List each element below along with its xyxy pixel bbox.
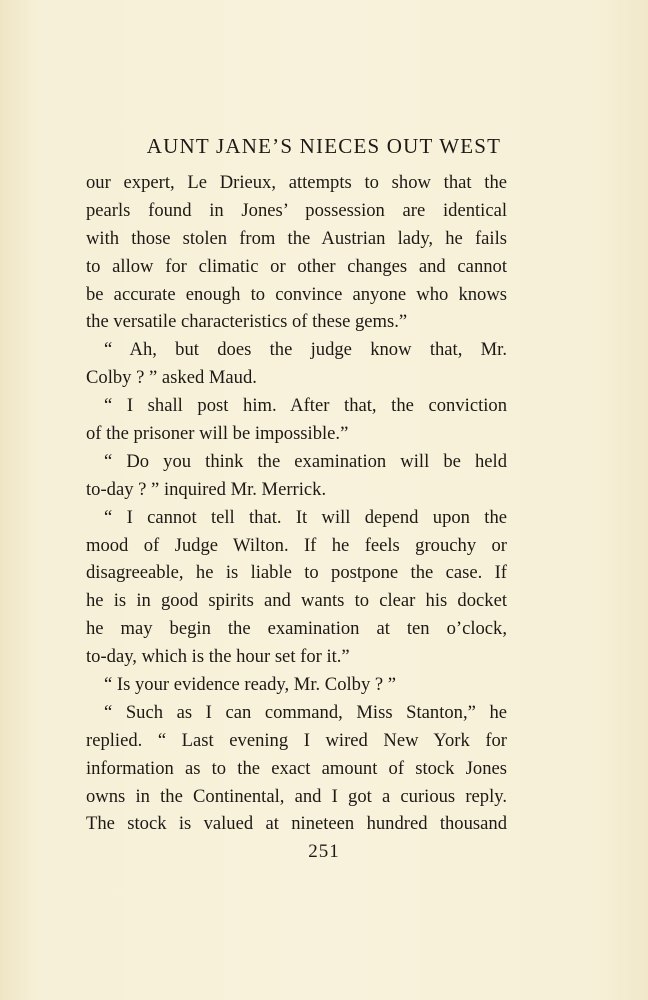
- text-line: to-day, which is the hour set for it.”: [86, 646, 350, 668]
- text-line: replied. “ Last evening I wired New York for: [86, 729, 507, 751]
- page-number: 251: [308, 841, 340, 862]
- text-line: The stock is valued at nineteen hundred thousand: [86, 813, 507, 835]
- text-line: Colby ? ” asked Maud.: [86, 367, 257, 389]
- text-line: owns in the Continental, and I got a curious reply.: [86, 785, 507, 807]
- body-text: [86, 169, 507, 838]
- text-line: “ Such as I can command, Miss Stanton,” he: [104, 701, 507, 723]
- text-line: pearls found in Jones’ possession are identical: [86, 199, 507, 221]
- text-line: to-day ? ” inquired Mr. Merrick.: [86, 478, 327, 500]
- text-line: disagreeable, he is liable to postpone the case. If: [86, 562, 507, 584]
- running-head: AUNT JANE’S NIECES OUT WEST: [146, 134, 502, 158]
- text-line: of the prisoner will be impossible.”: [86, 423, 349, 445]
- text-line: he may begin the examination at ten o’clock,: [86, 618, 507, 640]
- text-line: “ Do you think the examination will be held: [104, 450, 507, 472]
- text-line: “ I shall post him. After that, the conviction: [104, 395, 507, 417]
- text-line: our expert, Le Drieux, attempts to show that the: [86, 172, 507, 193]
- text-line: “ I cannot tell that. It will depend upon the: [104, 506, 507, 528]
- text-line: information as to the exact amount of stock Jones: [86, 757, 507, 779]
- text-line: he is in good spirits and wants to clear his docket: [86, 590, 507, 612]
- text-line: “ Ah, but does the judge know that, Mr.: [104, 339, 507, 361]
- text-line: with those stolen from the Austrian lady, he fails: [86, 227, 507, 249]
- text-line: be accurate enough to convince anyone who knows: [86, 283, 507, 305]
- text-line: to allow for climatic or other changes and cannot: [86, 255, 507, 277]
- text-line: “ Is your evidence ready, Mr. Colby ? ”: [104, 674, 397, 696]
- text-line: mood of Judge Wilton. If he feels grouchy or: [86, 534, 507, 556]
- text-line: the versatile characteristics of these gems.”: [86, 311, 408, 333]
